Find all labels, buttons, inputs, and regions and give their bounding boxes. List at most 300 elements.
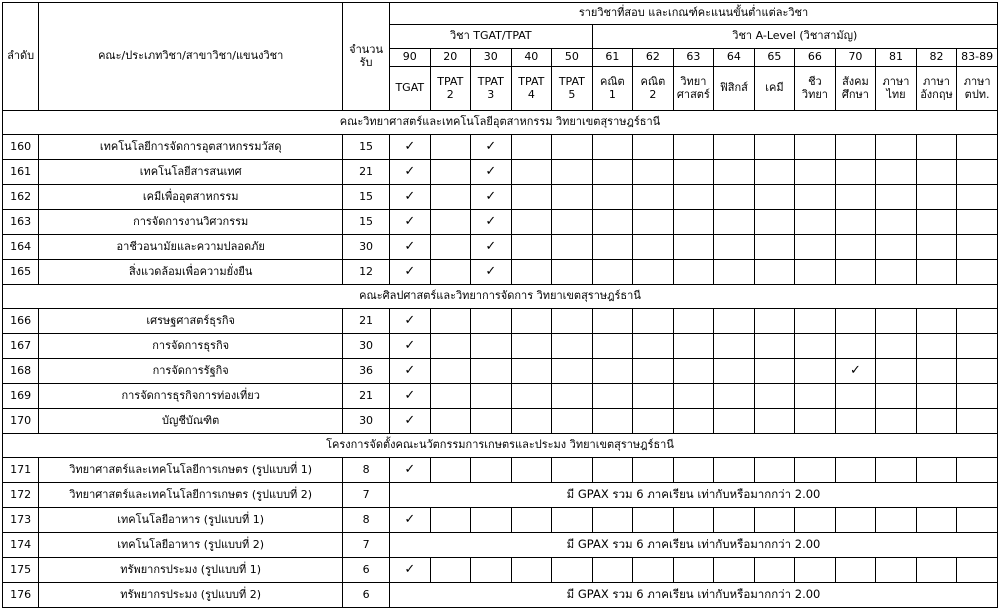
subject-empty-cell <box>714 309 755 334</box>
subject-empty-cell <box>916 185 957 210</box>
subject-empty-cell <box>714 409 755 434</box>
subject-check-mark <box>390 384 431 409</box>
subject-check-mark <box>390 409 431 434</box>
subject-check-mark <box>390 210 431 235</box>
subject-empty-cell <box>471 334 512 359</box>
header-group-tgat: วิชา TGAT/TPAT <box>390 25 593 49</box>
subject-check-mark <box>390 508 431 533</box>
subject-empty-cell <box>552 135 593 160</box>
header-capacity <box>343 3 390 111</box>
subject-empty-cell <box>471 384 512 409</box>
subject-empty-cell <box>957 384 998 409</box>
subject-empty-cell <box>511 384 552 409</box>
subject-empty-cell <box>754 409 795 434</box>
subject-name-line1: TGAT <box>395 81 425 95</box>
subject-empty-cell <box>511 409 552 434</box>
row-order: 172 <box>3 483 39 508</box>
table-row <box>3 533 998 558</box>
table-row <box>3 309 998 334</box>
subject-empty-cell <box>430 260 471 285</box>
subject-empty-cell <box>916 309 957 334</box>
subject-empty-cell <box>673 508 714 533</box>
header-order: ลำดับ <box>3 3 39 111</box>
subject-empty-cell <box>673 558 714 583</box>
subject-empty-cell <box>714 508 755 533</box>
subject-empty-cell <box>633 135 674 160</box>
subject-empty-cell <box>835 260 876 285</box>
row-program-name: เศรษฐศาสตร์ธุรกิจ <box>39 309 343 334</box>
subject-empty-cell <box>673 409 714 434</box>
faculty-group-label: โครงการจัดตั้งคณะนวัตกรรมการเกษตรและประมง วิทยาเขตสุราษฎร์ธานี <box>3 434 998 458</box>
subject-check-mark <box>390 160 431 185</box>
admission-subject-table <box>2 2 998 608</box>
table-row <box>3 210 998 235</box>
subject-name <box>471 67 512 111</box>
subject-empty-cell <box>471 309 512 334</box>
table-row <box>3 160 998 185</box>
subject-empty-cell <box>592 160 633 185</box>
subject-empty-cell <box>714 210 755 235</box>
faculty-group-row <box>3 285 998 309</box>
subject-code: 62 <box>633 49 674 67</box>
subject-empty-cell <box>592 384 633 409</box>
table-body <box>3 111 998 608</box>
check-icon: ✓ <box>404 239 416 255</box>
faculty-group-row <box>3 434 998 458</box>
subject-name-line2: อังกฤษ <box>920 87 953 101</box>
subject-empty-cell <box>633 359 674 384</box>
table-row <box>3 558 998 583</box>
subject-name-line1: ภาษา <box>923 74 950 88</box>
check-icon: ✓ <box>404 139 416 155</box>
subject-check-mark <box>471 235 512 260</box>
subject-empty-cell <box>795 508 836 533</box>
row-capacity: 12 <box>343 260 390 285</box>
subject-name-line1: ภาษา <box>882 74 910 88</box>
check-icon: ✓ <box>404 363 416 379</box>
header-capacity-line2: รับ <box>359 55 373 69</box>
row-order: 167 <box>3 334 39 359</box>
header-program-name: คณะ/ประเภทวิชา/สาขาวิชา/แขนงวิชา <box>39 3 343 111</box>
subject-code: 30 <box>471 49 512 67</box>
subject-empty-cell <box>754 384 795 409</box>
subject-check-mark <box>390 458 431 483</box>
subject-empty-cell <box>471 359 512 384</box>
subject-empty-cell <box>552 185 593 210</box>
subject-code: 61 <box>592 49 633 67</box>
subject-empty-cell <box>592 210 633 235</box>
subject-check-mark <box>390 235 431 260</box>
subject-empty-cell <box>511 160 552 185</box>
row-order: 171 <box>3 458 39 483</box>
subject-empty-cell <box>511 235 552 260</box>
subject-empty-cell <box>876 558 917 583</box>
subject-empty-cell <box>592 458 633 483</box>
subject-name-line1: TPAT <box>477 74 504 88</box>
row-program-name: สิ่งแวดล้อมเพื่อความยั่งยืน <box>39 260 343 285</box>
subject-empty-cell <box>511 135 552 160</box>
subject-name <box>552 67 593 111</box>
row-order: 170 <box>3 409 39 434</box>
subject-empty-cell <box>957 508 998 533</box>
subject-empty-cell <box>511 260 552 285</box>
subject-empty-cell <box>592 260 633 285</box>
row-capacity: 15 <box>343 135 390 160</box>
subject-empty-cell <box>957 160 998 185</box>
subject-name <box>511 67 552 111</box>
row-capacity: 6 <box>343 558 390 583</box>
subject-empty-cell <box>795 160 836 185</box>
table-row <box>3 260 998 285</box>
subject-empty-cell <box>916 260 957 285</box>
subject-empty-cell <box>714 235 755 260</box>
subject-empty-cell <box>754 135 795 160</box>
subject-name-line1: คณิต <box>599 74 625 88</box>
row-order: 174 <box>3 533 39 558</box>
row-program-name: เทคโนโลยีการจัดการอุตสาหกรรมวัสดุ <box>39 135 343 160</box>
row-order: 166 <box>3 309 39 334</box>
check-icon: ✓ <box>485 164 497 180</box>
subject-empty-cell <box>795 135 836 160</box>
subject-name-line2: ศึกษา <box>841 87 869 101</box>
row-capacity: 8 <box>343 508 390 533</box>
subject-empty-cell <box>430 458 471 483</box>
table-row <box>3 334 998 359</box>
subject-empty-cell <box>916 210 957 235</box>
subject-empty-cell <box>876 135 917 160</box>
subject-name-line1: เคมี <box>765 81 784 95</box>
check-icon: ✓ <box>485 239 497 255</box>
row-capacity: 30 <box>343 235 390 260</box>
subject-empty-cell <box>673 160 714 185</box>
check-icon: ✓ <box>485 139 497 155</box>
subject-empty-cell <box>633 558 674 583</box>
check-icon: ✓ <box>404 313 416 329</box>
subject-empty-cell <box>754 185 795 210</box>
subject-check-mark <box>390 260 431 285</box>
subject-empty-cell <box>592 185 633 210</box>
subject-empty-cell <box>511 309 552 334</box>
subject-empty-cell <box>957 260 998 285</box>
subject-name-line1: ภาษา <box>963 74 991 88</box>
subject-empty-cell <box>430 334 471 359</box>
subject-empty-cell <box>876 260 917 285</box>
subject-empty-cell <box>795 359 836 384</box>
table-row <box>3 235 998 260</box>
subject-check-mark <box>390 185 431 210</box>
subject-empty-cell <box>957 409 998 434</box>
row-order: 173 <box>3 508 39 533</box>
faculty-group-row <box>3 111 998 135</box>
subject-empty-cell <box>471 558 512 583</box>
subject-empty-cell <box>754 359 795 384</box>
subject-check-mark <box>390 309 431 334</box>
table-row <box>3 185 998 210</box>
subject-empty-cell <box>633 210 674 235</box>
row-capacity: 15 <box>343 210 390 235</box>
subject-empty-cell <box>714 160 755 185</box>
subject-empty-cell <box>916 160 957 185</box>
subject-name <box>835 67 876 111</box>
row-order: 169 <box>3 384 39 409</box>
subject-code: 50 <box>552 49 593 67</box>
subject-empty-cell <box>430 384 471 409</box>
row-requirement-note: มี GPAX รวม 6 ภาคเรียน เท่ากับหรือมากกว่า 2.00 <box>390 583 998 608</box>
subject-check-mark <box>471 160 512 185</box>
row-capacity: 7 <box>343 483 390 508</box>
subject-empty-cell <box>430 309 471 334</box>
faculty-group-label: คณะศิลปศาสตร์และวิทยาการจัดการ วิทยาเขตสุราษฎร์ธานี <box>3 285 998 309</box>
subject-name-line1: TPAT <box>558 74 585 88</box>
subject-empty-cell <box>795 409 836 434</box>
subject-check-mark <box>471 210 512 235</box>
subject-empty-cell <box>633 458 674 483</box>
subject-empty-cell <box>916 409 957 434</box>
subject-empty-cell <box>876 160 917 185</box>
row-program-name: ทรัพยากรประมง (รูปแบบที่ 1) <box>39 558 343 583</box>
subject-code: 66 <box>795 49 836 67</box>
subject-empty-cell <box>957 235 998 260</box>
subject-empty-cell <box>835 185 876 210</box>
subject-check-mark <box>835 359 876 384</box>
subject-name-line2: 1 <box>608 87 616 101</box>
row-order: 163 <box>3 210 39 235</box>
subject-code: 90 <box>390 49 431 67</box>
subject-empty-cell <box>552 160 593 185</box>
subject-empty-cell <box>592 135 633 160</box>
row-order: 161 <box>3 160 39 185</box>
subject-empty-cell <box>876 309 917 334</box>
subject-code: 83-89 <box>957 49 998 67</box>
row-order: 175 <box>3 558 39 583</box>
subject-empty-cell <box>835 160 876 185</box>
subject-empty-cell <box>754 334 795 359</box>
subject-name <box>430 67 471 111</box>
subject-name <box>754 67 795 111</box>
subject-empty-cell <box>835 384 876 409</box>
check-icon: ✓ <box>404 388 416 404</box>
subject-code: 81 <box>876 49 917 67</box>
subject-empty-cell <box>754 309 795 334</box>
subject-code: 64 <box>714 49 755 67</box>
subject-code: 70 <box>835 49 876 67</box>
subject-check-mark <box>471 185 512 210</box>
row-requirement-note: มี GPAX รวม 6 ภาคเรียน เท่ากับหรือมากกว่า 2.00 <box>390 533 998 558</box>
subject-empty-cell <box>673 185 714 210</box>
subject-empty-cell <box>552 334 593 359</box>
subject-empty-cell <box>754 558 795 583</box>
check-icon: ✓ <box>485 189 497 205</box>
subject-empty-cell <box>795 384 836 409</box>
subject-empty-cell <box>795 185 836 210</box>
row-order: 168 <box>3 359 39 384</box>
table-row <box>3 583 998 608</box>
subject-empty-cell <box>673 359 714 384</box>
row-capacity: 15 <box>343 185 390 210</box>
subject-name-line2: 5 <box>568 87 576 101</box>
subject-empty-cell <box>876 384 917 409</box>
subject-empty-cell <box>714 458 755 483</box>
subject-name-line2: ไทย <box>886 87 906 101</box>
subject-empty-cell <box>916 558 957 583</box>
subject-empty-cell <box>511 458 552 483</box>
subject-name-line1: ฟิสิกส์ <box>719 81 748 95</box>
subject-name-line1: วิทยา <box>680 74 707 88</box>
check-icon: ✓ <box>485 214 497 230</box>
subject-empty-cell <box>552 210 593 235</box>
subject-empty-cell <box>714 359 755 384</box>
row-requirement-note: มี GPAX รวม 6 ภาคเรียน เท่ากับหรือมากกว่า 2.00 <box>390 483 998 508</box>
row-capacity: 21 <box>343 160 390 185</box>
subject-empty-cell <box>876 185 917 210</box>
subject-name <box>957 67 998 111</box>
row-program-name: บัญชีบัณฑิต <box>39 409 343 434</box>
table-row <box>3 458 998 483</box>
subject-empty-cell <box>795 210 836 235</box>
subject-check-mark <box>471 260 512 285</box>
check-icon: ✓ <box>404 462 416 478</box>
subject-empty-cell <box>957 135 998 160</box>
subject-name <box>876 67 917 111</box>
subject-empty-cell <box>835 135 876 160</box>
subject-name-line2: วิทยา <box>801 87 828 101</box>
subject-empty-cell <box>876 409 917 434</box>
header-group-alevel: วิชา A-Level (วิชาสามัญ) <box>592 25 997 49</box>
subject-empty-cell <box>714 558 755 583</box>
subject-empty-cell <box>592 409 633 434</box>
check-icon: ✓ <box>404 512 416 528</box>
row-program-name: การจัดการธุรกิจ <box>39 334 343 359</box>
subject-code: 40 <box>511 49 552 67</box>
subject-empty-cell <box>673 135 714 160</box>
subject-empty-cell <box>471 508 512 533</box>
subject-empty-cell <box>754 508 795 533</box>
subject-empty-cell <box>754 160 795 185</box>
row-program-name: การจัดการธุรกิจการท่องเที่ยว <box>39 384 343 409</box>
subject-empty-cell <box>633 185 674 210</box>
row-order: 165 <box>3 260 39 285</box>
subject-empty-cell <box>957 309 998 334</box>
subject-empty-cell <box>633 309 674 334</box>
subject-empty-cell <box>957 359 998 384</box>
subject-empty-cell <box>795 309 836 334</box>
row-program-name: วิทยาศาสตร์และเทคโนโลยีการเกษตร (รูปแบบที่ 1) <box>39 458 343 483</box>
subject-empty-cell <box>430 508 471 533</box>
check-icon: ✓ <box>404 164 416 180</box>
subject-empty-cell <box>633 409 674 434</box>
subject-empty-cell <box>835 558 876 583</box>
subject-empty-cell <box>957 210 998 235</box>
row-program-name: เทคโนโลยีอาหาร (รูปแบบที่ 1) <box>39 508 343 533</box>
subject-empty-cell <box>552 359 593 384</box>
check-icon: ✓ <box>485 264 497 280</box>
subject-empty-cell <box>511 508 552 533</box>
table-row <box>3 483 998 508</box>
subject-empty-cell <box>673 235 714 260</box>
check-icon: ✓ <box>849 363 861 379</box>
subject-empty-cell <box>795 558 836 583</box>
subject-empty-cell <box>916 135 957 160</box>
subject-code: 82 <box>916 49 957 67</box>
row-program-name: เทคโนโลยีอาหาร (รูปแบบที่ 2) <box>39 533 343 558</box>
subject-empty-cell <box>673 458 714 483</box>
subject-empty-cell <box>916 334 957 359</box>
subject-empty-cell <box>876 359 917 384</box>
subject-empty-cell <box>673 334 714 359</box>
subject-name-line1: TPAT <box>518 74 545 88</box>
subject-empty-cell <box>430 409 471 434</box>
subject-check-mark <box>390 334 431 359</box>
subject-empty-cell <box>552 260 593 285</box>
check-icon: ✓ <box>404 264 416 280</box>
subject-empty-cell <box>592 359 633 384</box>
subject-check-mark <box>390 135 431 160</box>
subject-empty-cell <box>957 185 998 210</box>
subject-empty-cell <box>714 185 755 210</box>
row-capacity: 8 <box>343 458 390 483</box>
subject-empty-cell <box>511 359 552 384</box>
subject-name <box>714 67 755 111</box>
subject-empty-cell <box>957 334 998 359</box>
subject-check-mark <box>390 359 431 384</box>
subject-name-line1: คณิต <box>640 74 666 88</box>
subject-empty-cell <box>552 409 593 434</box>
subject-empty-cell <box>876 334 917 359</box>
subject-empty-cell <box>592 235 633 260</box>
subject-empty-cell <box>714 334 755 359</box>
subject-empty-cell <box>430 235 471 260</box>
subject-empty-cell <box>835 508 876 533</box>
table-row <box>3 508 998 533</box>
subject-empty-cell <box>876 235 917 260</box>
subject-empty-cell <box>633 384 674 409</box>
check-icon: ✓ <box>404 338 416 354</box>
subject-name-line2: ศาสตร์ <box>676 87 710 101</box>
subject-empty-cell <box>673 309 714 334</box>
subject-check-mark <box>390 558 431 583</box>
subject-name-line1: ชีว <box>808 74 822 88</box>
subject-empty-cell <box>633 160 674 185</box>
subject-name-line1: TPAT <box>437 74 464 88</box>
subject-empty-cell <box>552 458 593 483</box>
subject-name <box>795 67 836 111</box>
subject-empty-cell <box>957 458 998 483</box>
subject-empty-cell <box>430 135 471 160</box>
row-capacity: 21 <box>343 384 390 409</box>
subject-name-line1: สังคม <box>842 74 869 88</box>
subject-empty-cell <box>754 260 795 285</box>
subject-empty-cell <box>916 384 957 409</box>
subject-name <box>633 67 674 111</box>
row-capacity: 30 <box>343 409 390 434</box>
faculty-group-label: คณะวิทยาศาสตร์และเทคโนโลยีอุตสาหกรรม วิทยาเขตสุราษฎร์ธานี <box>3 111 998 135</box>
row-capacity: 6 <box>343 583 390 608</box>
row-program-name: วิทยาศาสตร์และเทคโนโลยีการเกษตร (รูปแบบที่ 2) <box>39 483 343 508</box>
subject-name <box>916 67 957 111</box>
table-row <box>3 135 998 160</box>
subject-empty-cell <box>835 409 876 434</box>
subject-name <box>592 67 633 111</box>
subject-empty-cell <box>795 458 836 483</box>
subject-code: 20 <box>430 49 471 67</box>
table-row <box>3 384 998 409</box>
subject-empty-cell <box>835 334 876 359</box>
subject-empty-cell <box>511 558 552 583</box>
row-order: 176 <box>3 583 39 608</box>
subject-empty-cell <box>430 185 471 210</box>
subject-code: 65 <box>754 49 795 67</box>
subject-empty-cell <box>714 384 755 409</box>
